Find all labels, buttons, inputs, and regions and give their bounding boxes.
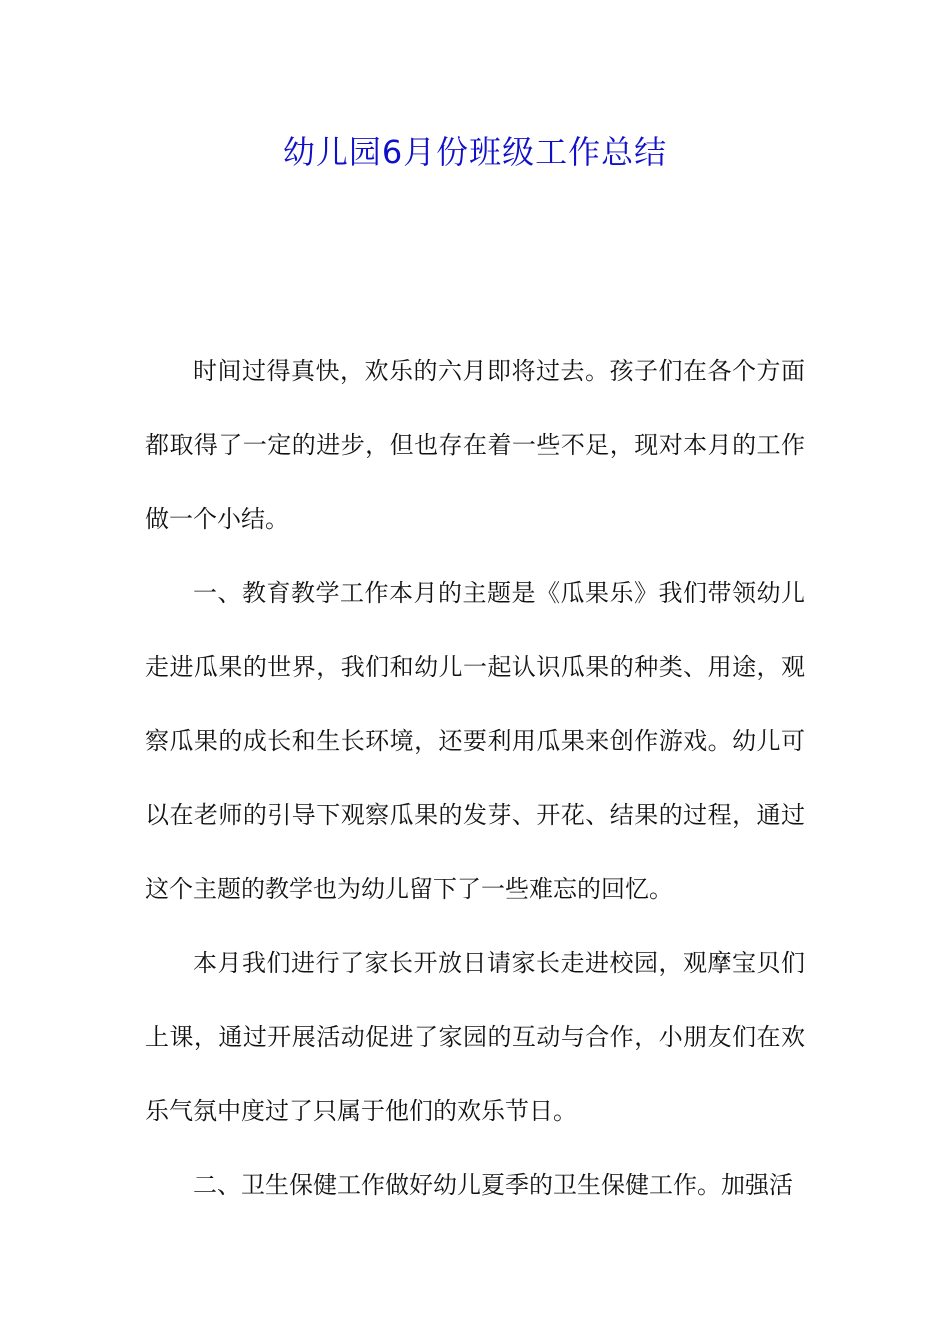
paragraph-education: 一、教育教学工作本月的主题是《瓜果乐》我们带领幼儿走进瓜果的世界，我们和幼儿一起认识瓜果的种类、用途，观察瓜果的成长和生长环境，还要利用瓜果来创作游戏。幼儿可以在老师的引导下观察瓜果的发芽、开花、结果的过程，通过这个主题的教学也为幼儿留下了一些难忘的回忆。	[145, 579, 805, 903]
paragraph-health: 二、卫生保健工作做好幼儿夏季的卫生保健工作。加强活	[193, 1171, 793, 1199]
document-title: 幼儿园6月份班级工作总结	[282, 133, 668, 171]
paragraph-intro: 时间过得真快，欢乐的六月即将过去。孩子们在各个方面都取得了一定的进步，但也存在着一些不足，现对本月的工作做一个小结。	[145, 357, 805, 533]
paragraph-open-day: 本月我们进行了家长开放日请家长走进校园，观摩宝贝们上课，通过开展活动促进了家园的互动与合作，小朋友们在欢乐气氛中度过了只属于他们的欢乐节日。	[145, 949, 805, 1125]
document-body	[145, 334, 805, 1222]
